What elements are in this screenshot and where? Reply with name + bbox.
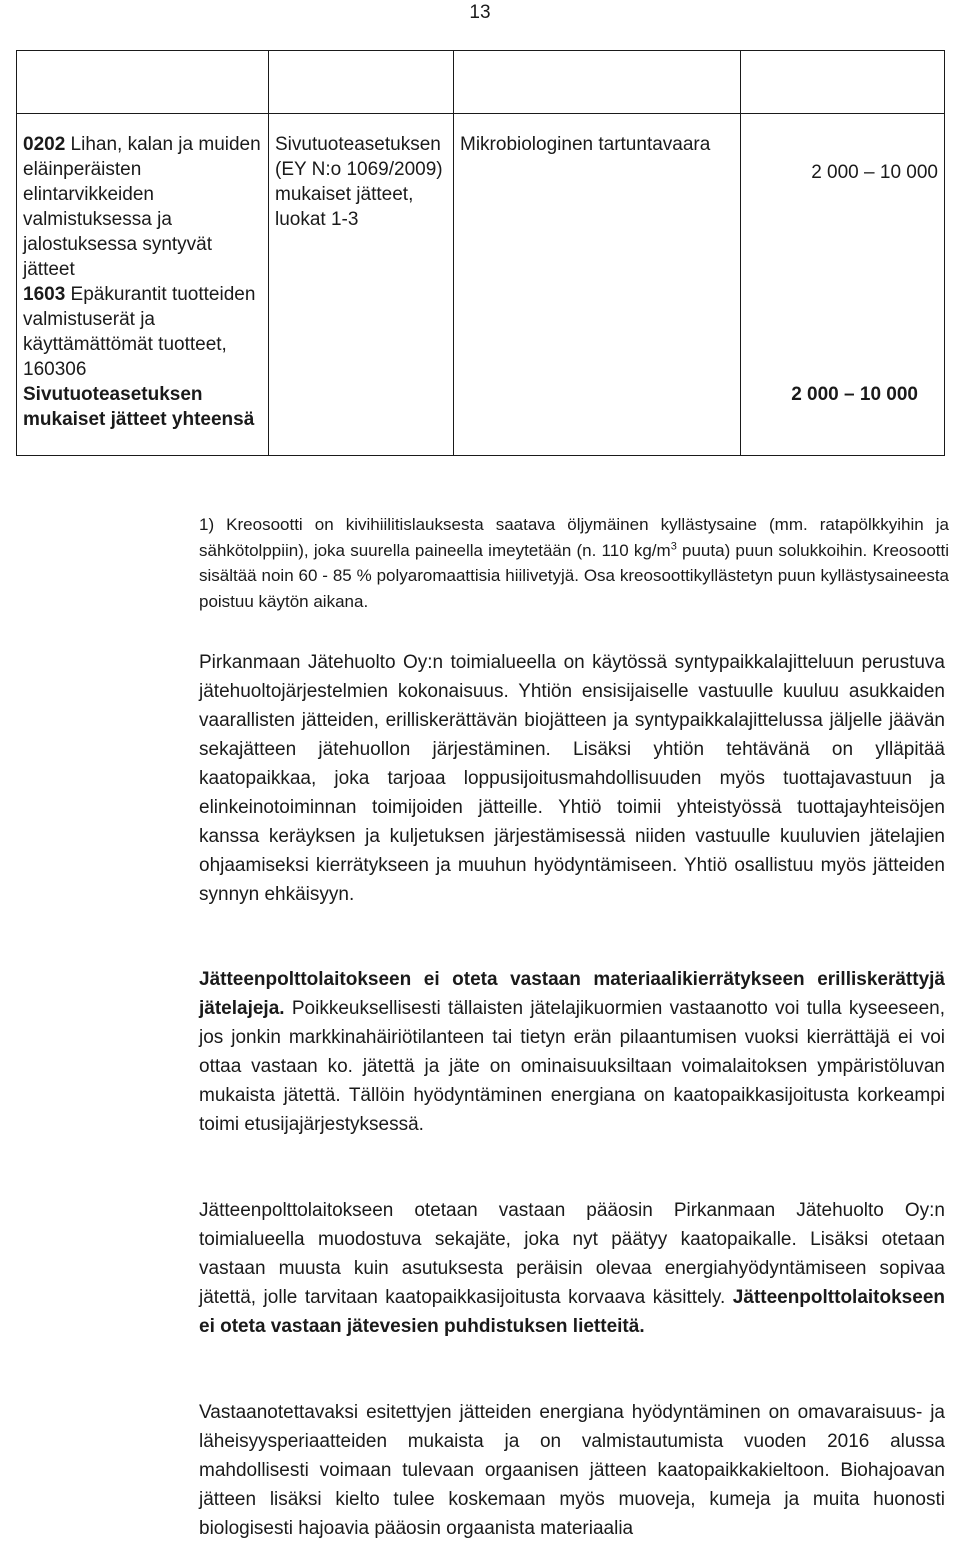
footnote-text: 1) Kreosootti on kivihiilitislauksesta saatava öljymäinen kyllästysaine (mm. ratapölkkyihin ja sähkötolppiin), joka suurella paineella imeytetään (n. 110 kg/m <box>199 515 949 560</box>
table-row <box>17 114 945 456</box>
total-label: Sivutuoteasetuksen mukaiset jätteet yhteensä <box>23 384 255 430</box>
waste-description: Epäkurantit tuotteiden valmistuserät ja käyttämättömät tuotteet, 160306 <box>23 284 256 380</box>
paragraph-waste-management: Pirkanmaan Jätehuolto Oy:n toimialueella on käytössä syntypaikkalajitteluun perustuva jätehuoltojärjestelmien kokonaisuus. Yhtiön ensisijaiselle vastuulle kuuluu asukkaiden vaarallisten jätteiden, erilliskerättävän biojätteen ja syntypaikkalajittelussa jäljelle jäävän sekajätteen jätehuollon järjestäminen. Lisäksi yhtiön tehtävänä on ylläpitää kaatopaikkaa, joka tarjoaa loppusijoitusmahdollisuuden myös tuottajavastuun ja elinkeinotoiminnan toimijoiden jätteille. Yhtiö toimii yhteistyössä tuottajayhteisöjen kanssa keräyksen ja kuljetuksen järjestämisessä niiden vastuulle kuuluvien jätelajien ohjaamiseksi kierrätykseen ja muuhun hyödyntämiseen. Yhtiö osallistuu myös jätteiden synnyn ehkäisyyn. <box>199 652 945 905</box>
waste-origin-cell <box>269 114 454 456</box>
paragraph-energy-recovery: Vastaanotettavaksi esitettyjen jätteiden energiana hyödyntäminen on omavaraisuus- ja läheisyysperiaatteiden mukaista ja on valmistautumista vuoden 2016 alussa mahdollisesti voimaan tulevaan orgaanisen jätteen kaatopaikkakieltoon. Biohajoavan jätteen lisäksi kielto tulee koskemaan myös muoveja, kumeja ja muita huonosti biologisesti hajoavia pääosin orgaanista materiaalia <box>199 1402 945 1539</box>
waste-code: 1603 <box>23 284 66 305</box>
amount-value: 2 000 – 10 000 <box>811 162 938 183</box>
paragraph-body: Poikkeuksellisesti tällaisten jätelajikuormien vastaanotto voi tulla kyseeseen, jos jonkin markkinahäiriötilanteen tai tietyn erän pilaantumisen vuoksi kierrättäjä ei voi ottaa vastaan ko. jätettä ja jäte on ominaisuuksiltaan voimalaitoksen ympäristöluvan mukaista jätettä. Tällöin hyödyntäminen energiana on kaatopaikkasijoitusta korkeampi toimi etusijajärjestyksessä. <box>199 998 945 1135</box>
table-cell-empty <box>269 51 454 114</box>
table-cell-empty <box>17 51 269 114</box>
table-header-row <box>17 51 945 114</box>
total-amount-value: 2 000 – 10 000 <box>791 384 918 405</box>
page-number: 13 <box>469 2 491 23</box>
hazard-cell <box>454 114 741 456</box>
waste-code: 0202 <box>23 134 66 155</box>
footnote <box>199 512 949 614</box>
hazard-text: Mikrobiologinen tartuntavaara <box>460 134 711 155</box>
footnote-text-continued: puuta) puun solukkoihin. Kreosootti sisältää noin 60 - 85 % polyaromaattisia hiilivetyjä. Osa kreosoottikyllästetyn puun kyllästysaineesta poistuu käytön aikana. <box>199 540 949 611</box>
paragraph-bold-lead: Jätteenpolttolaitokseen ei oteta vastaan materiaalikierrätykseen erilliskerättyjä jätelajeja. <box>199 969 945 1019</box>
paragraph-body: Jätteenpolttolaitokseen otetaan vastaan pääosin Pirkanmaan Jätehuolto Oy:n toimialueella muodostuva sekajäte, joka nyt päätyy kaatopaikalle. Lisäksi otetaan vastaan muusta kuin asutuksesta peräisin olevaa energiahyödyntämiseen sopivaa jätettä, jolle tarvitaan kaatopaikkasijoitusta korvaava käsittely. <box>199 1200 945 1308</box>
footnote-superscript: 3 <box>670 539 677 552</box>
amount-cell <box>741 114 945 456</box>
paragraph-bold-tail: Jätteenpolttolaitokseen ei oteta vastaan jätevesien puhdistuksen lietteitä. <box>199 1287 945 1337</box>
waste-description: Lihan, kalan ja muiden eläinperäisten elintarvikkeiden valmistuksessa ja jalostuksessa syntyvät jätteet <box>23 134 261 280</box>
paragraph-accepted-waste <box>199 1196 945 1341</box>
waste-table <box>16 50 945 456</box>
waste-type-cell <box>17 114 269 456</box>
table-cell-empty <box>454 51 741 114</box>
waste-origin-text: Sivutuoteasetuksen (EY N:o 1069/2009) mukaiset jätteet, luokat 1-3 <box>275 134 443 230</box>
table-cell-empty <box>741 51 945 114</box>
paragraph-recycling-exclusion <box>199 965 945 1139</box>
